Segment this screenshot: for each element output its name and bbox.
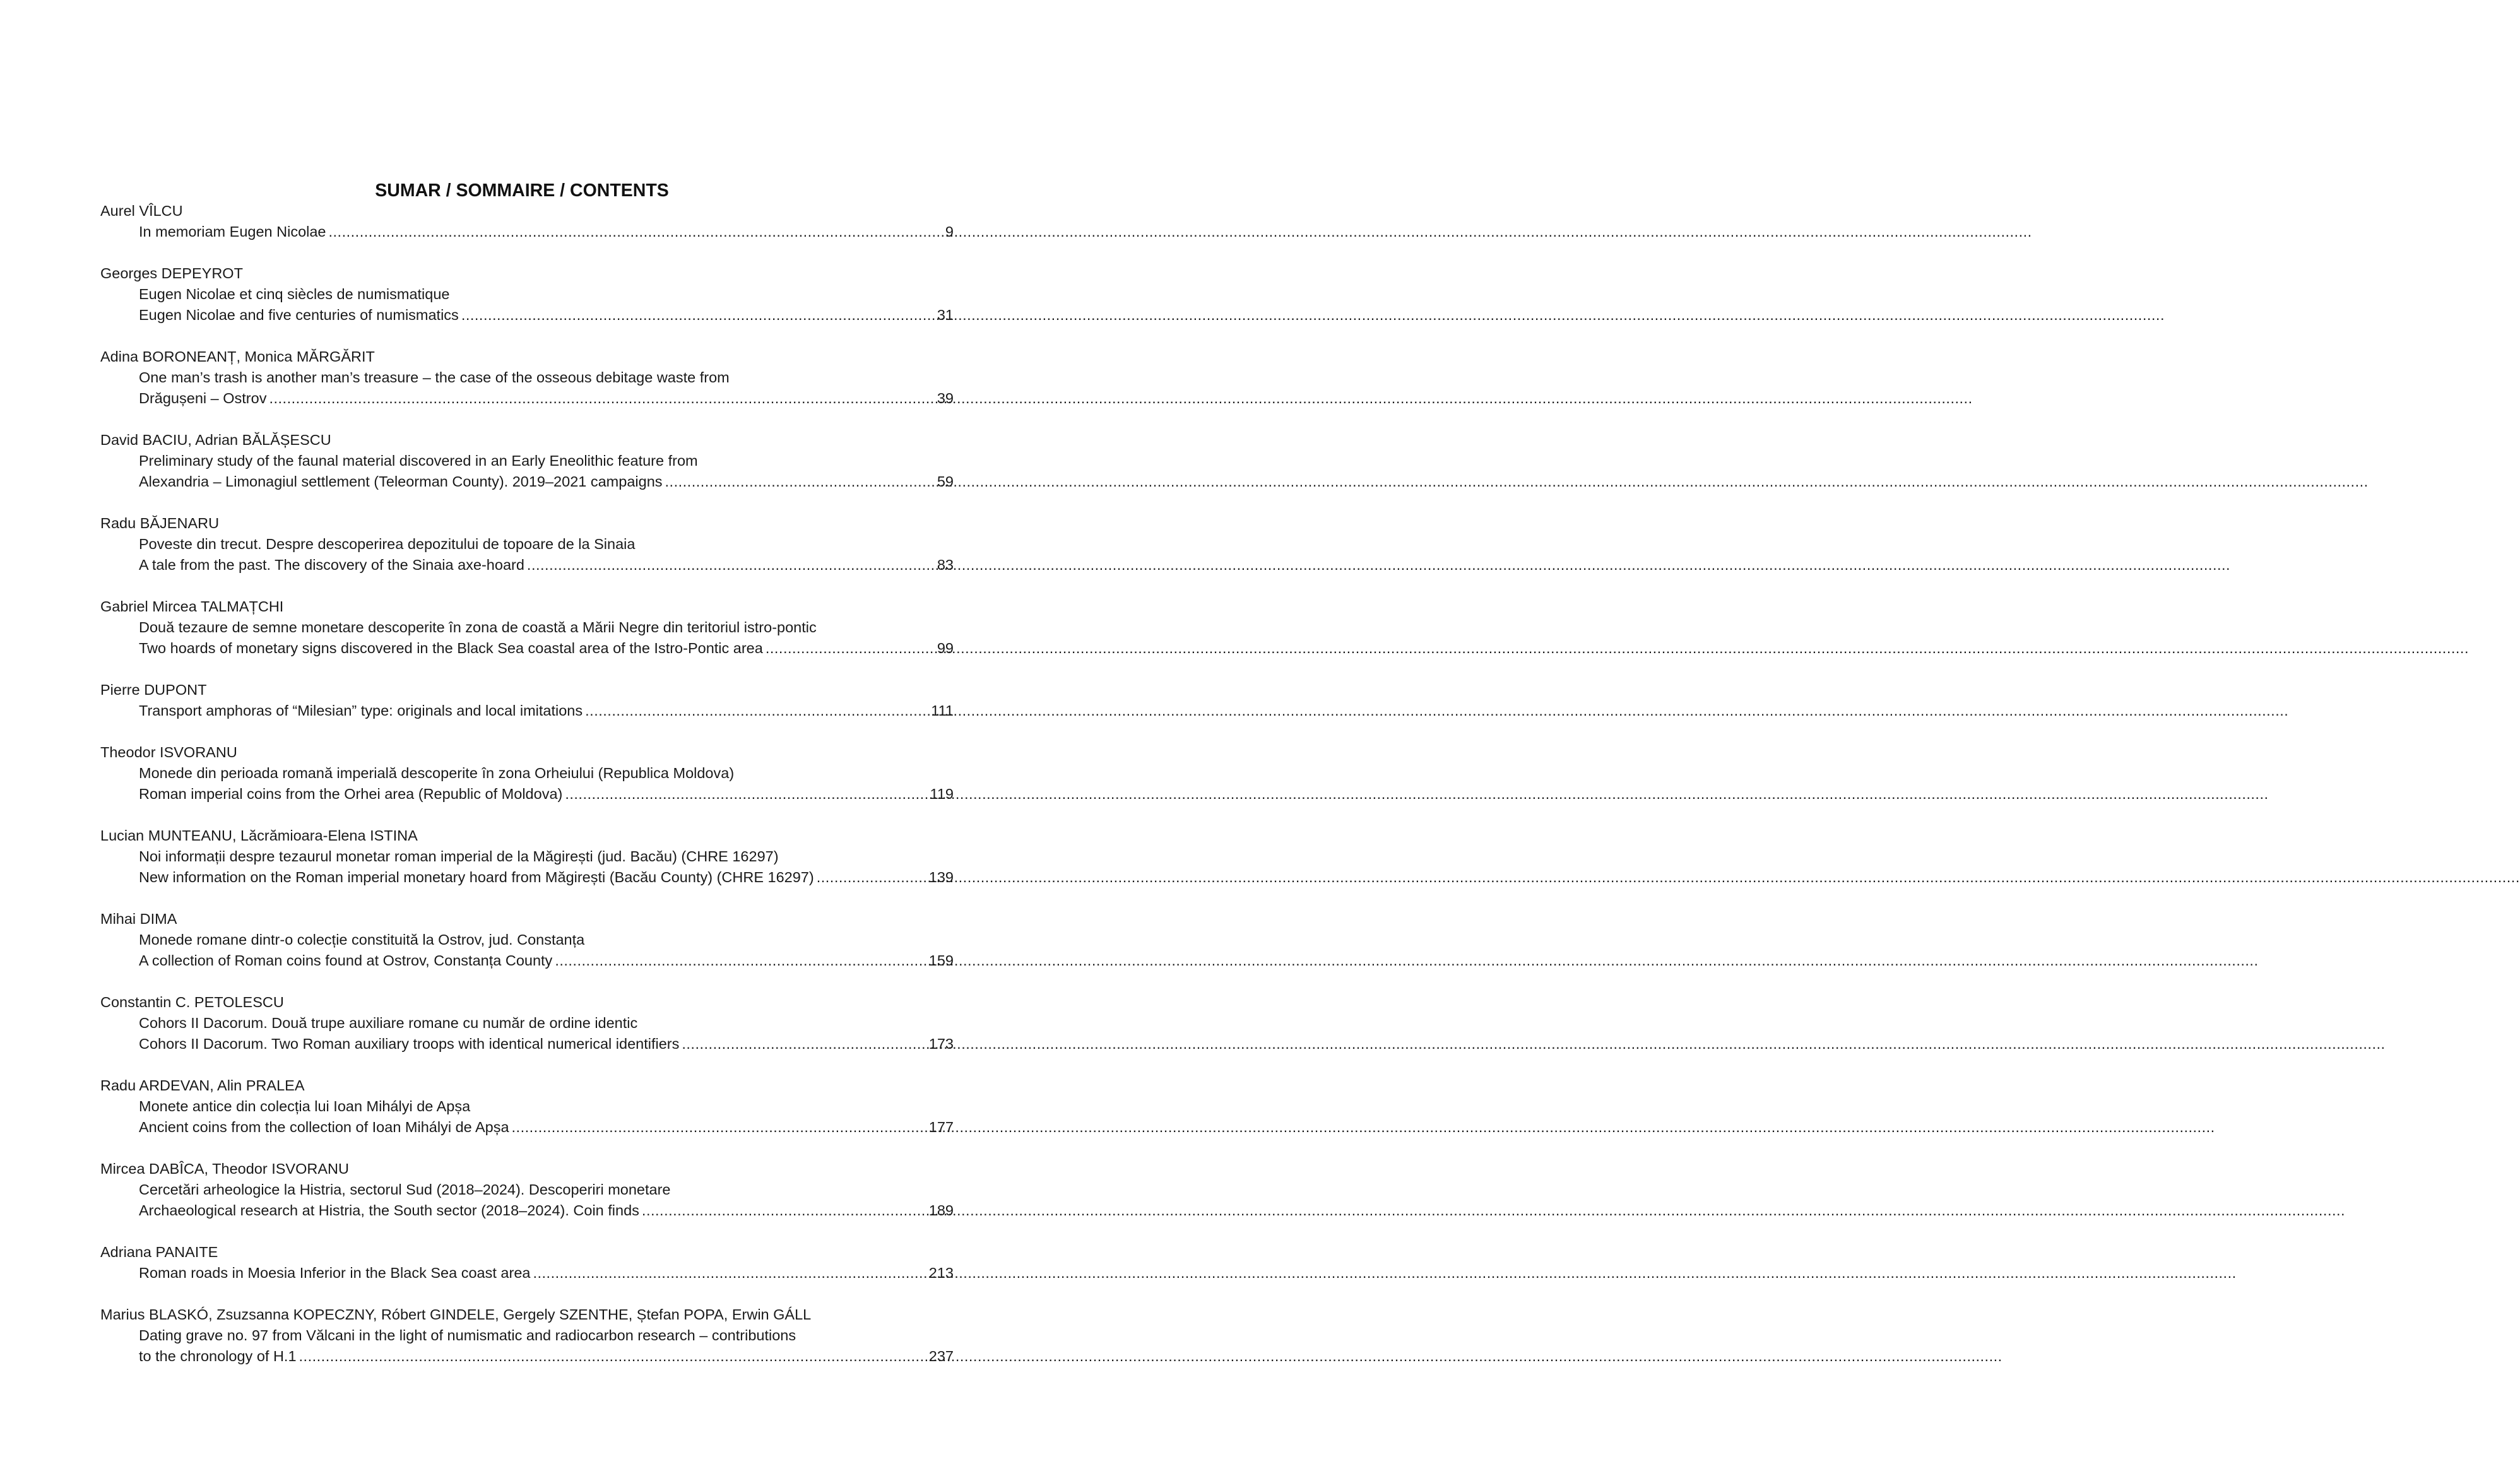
page-number: 177 (928, 1119, 954, 1135)
toc-entry (100, 346, 954, 409)
document-page (0, 0, 1044, 1476)
entry-title-line (100, 1179, 954, 1200)
entry-title: Două tezaure de semne monetare descoperite în zona de coastă a Mării Negre din teritoriul istro-pontic (139, 619, 817, 635)
entry-authors: Gabriel Mircea TALMAȚCHI (100, 598, 284, 615)
dot-leader (527, 555, 925, 576)
entry-title-line (100, 700, 954, 721)
entry-title: Monede din perioada romană imperială descoperite în zona Orheiului (Republica Moldova) (139, 765, 735, 781)
dot-leader (817, 867, 925, 888)
entry-title: Dating grave no. 97 from Vălcani in the light of numismatic and radiocarbon research – contributions (139, 1327, 796, 1343)
entry-title-line (100, 617, 954, 638)
entry-title-line (100, 950, 954, 971)
entry-title-line (100, 284, 954, 305)
entry-title: Ancient coins from the collection of Ioan Mihályi de Apșa (139, 1119, 509, 1135)
entry-title-line (100, 388, 954, 409)
entry-authors: Adriana PANAITE (100, 1244, 218, 1260)
entry-title: A tale from the past. The discovery of the Sinaia axe-hoard (139, 557, 524, 573)
entry-title-line (100, 1117, 954, 1138)
entry-title: Eugen Nicolae and five centuries of numismatics (139, 307, 459, 323)
entry-title-line (100, 471, 954, 492)
toc-entry (100, 263, 954, 326)
entry-title-line (100, 221, 954, 242)
entry-title: Archaeological research at Histria, the South sector (2018–2024). Coin finds (139, 1202, 639, 1219)
toc-entry (100, 1304, 954, 1367)
page-number: 39 (937, 390, 954, 406)
toc-entry (100, 1075, 954, 1138)
entry-title-line (100, 1346, 954, 1367)
dot-leader (565, 784, 925, 805)
toc-entry (100, 992, 954, 1054)
entry-title: Roman roads in Moesia Inferior in the Black Sea coast area (139, 1265, 531, 1281)
toc-entry (100, 825, 954, 888)
toc-entry (100, 201, 954, 242)
page-number: 59 (937, 473, 954, 490)
entry-authors: David BACIU, Adrian BĂLĂȘESCU (100, 432, 331, 448)
entry-title-line (100, 305, 954, 326)
entry-authors: Marius BLASKÓ, Zsuzsanna KOPECZNY, Róbert GINDELE, Gergely SZENTHE, Ștefan POPA, Erwin GÁLL (100, 1306, 812, 1323)
entry-title: Drăgușeni – Ostrov (139, 390, 267, 406)
entry-title: Cercetări arheologice la Histria, sectorul Sud (2018–2024). Descoperiri monetare (139, 1181, 671, 1198)
dot-leader (585, 700, 925, 721)
entry-authors: Radu ARDEVAN, Alin PRALEA (100, 1077, 305, 1094)
page-number: 189 (928, 1202, 954, 1219)
table-of-contents (100, 201, 954, 1367)
dot-leader (269, 388, 925, 409)
page-number: 213 (928, 1265, 954, 1281)
entry-title-line (100, 1325, 954, 1346)
entry-title: to the chronology of H.1 (139, 1348, 297, 1364)
entry-title-line (100, 1200, 954, 1221)
dot-leader (665, 471, 925, 492)
entry-title-line (100, 367, 954, 388)
entry-title: New information on the Roman imperial monetary hoard from Măgirești (Bacău County) (CHRE 16297) (139, 869, 814, 885)
entry-authors: Theodor ISVORANU (100, 744, 237, 760)
entry-title: In memoriam Eugen Nicolae (139, 223, 326, 240)
page-number: 119 (930, 786, 954, 802)
page-number: 83 (937, 557, 954, 573)
entry-title-line (100, 1034, 954, 1054)
entry-authors: Adina BORONEANȚ, Monica MĂRGĂRIT (100, 348, 375, 365)
toc-entry (100, 680, 954, 721)
entry-authors: Pierre DUPONT (100, 682, 207, 698)
dot-leader (461, 305, 925, 326)
page-number: 31 (937, 307, 954, 323)
page-number: 111 (931, 702, 954, 719)
entry-title-line (100, 867, 954, 888)
dot-leader (555, 950, 925, 971)
entry-title: Monete antice din colecția lui Ioan Mihályi de Apșa (139, 1098, 471, 1114)
toc-entry (100, 430, 954, 492)
page-number: 139 (928, 869, 954, 885)
dot-leader (299, 1346, 925, 1367)
entry-authors: Radu BĂJENARU (100, 515, 220, 531)
dot-leader (682, 1034, 925, 1054)
entry-title-line (100, 451, 954, 471)
entry-title-line (100, 555, 954, 576)
entry-title-line (100, 930, 954, 950)
dot-leader (533, 1263, 925, 1284)
page-number: 159 (928, 952, 954, 969)
entry-title-line (100, 638, 954, 659)
entry-title-line (100, 763, 954, 784)
entry-title-line (100, 1263, 954, 1284)
page-number: 237 (928, 1348, 954, 1364)
entry-authors: Constantin C. PETOLESCU (100, 994, 284, 1010)
page-number: 9 (945, 223, 954, 240)
entry-title: Alexandria – Limonagiul settlement (Teleorman County). 2019–2021 campaigns (139, 473, 663, 490)
entry-title: One man’s trash is another man’s treasure – the case of the osseous debitage waste from (139, 369, 730, 386)
entry-title-line (100, 846, 954, 867)
page-number: 173 (928, 1036, 954, 1052)
toc-entry (100, 1159, 954, 1221)
dot-leader (766, 638, 925, 659)
page-number: 99 (937, 640, 954, 656)
dot-leader (329, 221, 925, 242)
toc-entry (100, 909, 954, 971)
entry-title: Eugen Nicolae et cinq siècles de numismatique (139, 286, 450, 302)
entry-title-line (100, 1013, 954, 1034)
entry-title-line (100, 784, 954, 805)
entry-title: Poveste din trecut. Despre descoperirea depozitului de topoare de la Sinaia (139, 536, 636, 552)
entry-title: A collection of Roman coins found at Ostrov, Constanța County (139, 952, 553, 969)
entry-title-line (100, 534, 954, 555)
entry-title: Cohors II Dacorum. Two Roman auxiliary troops with identical numerical identifiers (139, 1036, 680, 1052)
entry-authors: Aurel VÎLCU (100, 203, 183, 219)
entry-authors: Mircea DABÎCA, Theodor ISVORANU (100, 1160, 349, 1177)
entry-title: Two hoards of monetary signs discovered in the Black Sea coastal area of the Istro-Pontic area (139, 640, 763, 656)
entry-authors: Mihai DIMA (100, 911, 177, 927)
entry-title: Cohors II Dacorum. Două trupe auxiliare romane cu număr de ordine identic (139, 1015, 638, 1031)
entry-title: Preliminary study of the faunal material discovered in an Early Eneolithic feature from (139, 452, 698, 469)
page-title: SUMAR / SOMMAIRE / CONTENTS (375, 180, 669, 201)
entry-authors: Georges DEPEYROT (100, 265, 243, 281)
entry-title: Transport amphoras of “Milesian” type: originals and local imitations (139, 702, 583, 719)
dot-leader (512, 1117, 925, 1138)
entry-title: Roman imperial coins from the Orhei area (Republic of Moldova) (139, 786, 563, 802)
entry-title: Monede romane dintr-o colecție constituită la Ostrov, jud. Constanța (139, 931, 585, 948)
entry-title: Noi informații despre tezaurul monetar roman imperial de la Măgirești (jud. Bacău) (CHRE 16297) (139, 848, 779, 865)
entry-title-line (100, 1096, 954, 1117)
entry-authors: Lucian MUNTEANU, Lăcrămioara-Elena ISTINA (100, 827, 418, 844)
dot-leader (642, 1200, 925, 1221)
toc-entry (100, 1242, 954, 1284)
toc-entry (100, 596, 954, 659)
toc-entry (100, 513, 954, 576)
toc-entry (100, 742, 954, 805)
